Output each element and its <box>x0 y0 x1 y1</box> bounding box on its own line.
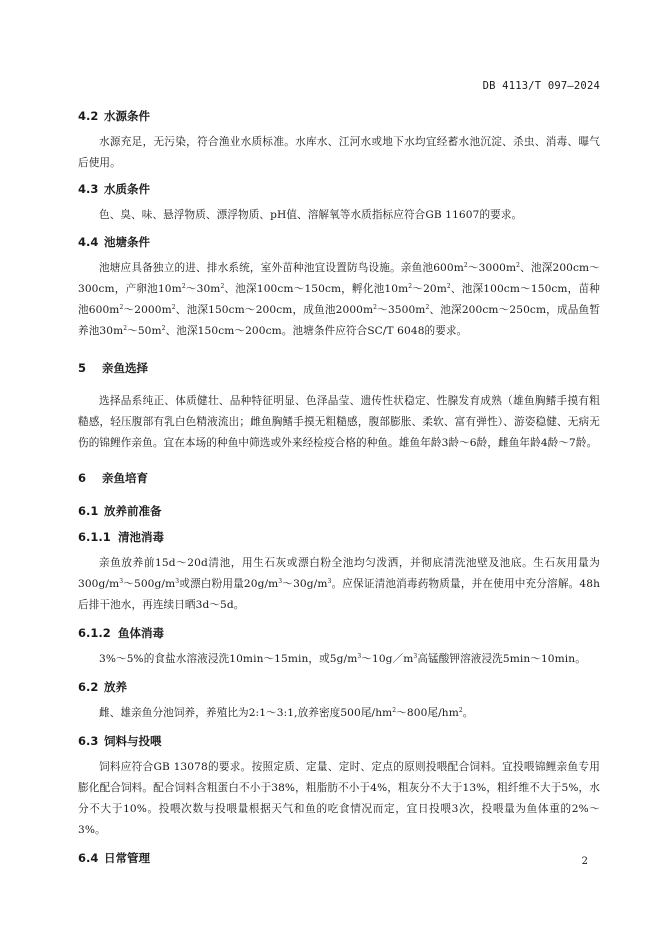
section-title: 鱼体消毒 <box>118 626 164 640</box>
section-heading-6-1 <box>78 503 600 519</box>
section-number: 6.1 <box>78 504 99 518</box>
section-heading-6-4 <box>78 850 600 866</box>
section-heading-6-2 <box>78 679 600 695</box>
section-number: 6.4 <box>78 851 99 865</box>
section-heading-4-3 <box>78 181 600 197</box>
section-number: 4.2 <box>78 109 99 123</box>
section-title: 清池消毒 <box>118 530 164 544</box>
page-content <box>78 108 600 866</box>
section-title: 饲料与投喂 <box>104 734 162 748</box>
section-title: 水源条件 <box>104 109 150 123</box>
section-body-4-3: 色、臭、味、悬浮物质、漂浮物质、pH值、溶解氧等水质指标应符合GB 11607的要求。 <box>99 209 523 221</box>
section-body-5: 选择品系纯正、体质健壮、品种特征明显、色泽晶莹、遗传性状稳定、性腺发育成熟（雄鱼胸鳍手摸有粗糙感，轻压腹部有乳白色精液流出；雌鱼胸鳍手摸无粗糙感，腹部膨胀、柔软、富有弹性）、游姿稳健、无病无伤的锦鲤作亲鱼。宜在本场的种鱼中筛选或外来经检疫合格的种鱼。雄鱼年龄3龄～6龄，雌鱼年龄4龄～7龄。 <box>78 395 600 449</box>
document-id: DB 4113/T 097—2024 <box>482 80 600 92</box>
section-body-6-2: 雌、雄亲鱼分池饲养，养殖比为2:1～3:1,放养密度500尾$/hm^2\sim 800$尾$/hm^2$。 <box>99 707 474 719</box>
page-number: 2 <box>581 856 588 867</box>
section-heading-4-4 <box>78 234 600 250</box>
section-title: 日常管理 <box>104 851 150 865</box>
section-title: 水质条件 <box>104 182 150 196</box>
section-title: 亲鱼选择 <box>102 361 148 375</box>
section-body-6-3: 饲料应符合GB 13078的要求。按照定质、定量、定时、定点的原则投喂配合饲料。宜投喂锦鲤亲鱼专用膨化配合饲料。配合饲料含粗蛋白不小于38%，粗脂肪不小于4%，粗灰分不大于13%，粗纤维不大于5%，水分不大于10%。投喂次数与投喂量根据天气和鱼的吃食情况而定，宜日投喂3次，投喂量为鱼体重的2%～3%。 <box>78 761 600 836</box>
section-heading-6-3 <box>78 733 600 749</box>
section-number: 4.4 <box>78 235 99 249</box>
section-number: 6 <box>78 471 87 485</box>
section-number: 6.1.1 <box>78 530 111 544</box>
section-number: 4.3 <box>78 182 99 196</box>
section-body-4-2: 水源充足，无污染，符合渔业水质标准。水库水、江河水或地下水均宜经蓄水池沉淀、杀虫、消毒、曝气后使用。 <box>78 136 600 169</box>
section-title: 池塘条件 <box>104 235 150 249</box>
section-number: 6.3 <box>78 734 99 748</box>
section-body-6-1-2: 3%～5%的食盐水溶液浸洗10min～15min，或$5g/m^3\sim 10g/m^3$高锰酸钾溶液浸洗5min～10min。 <box>99 653 586 665</box>
section-heading-6 <box>78 470 600 486</box>
section-number: 6.1.2 <box>78 626 111 640</box>
section-number: 6.2 <box>78 680 99 694</box>
section-title: 放养 <box>104 680 127 694</box>
section-body-4-4: 池塘应具备独立的进、排水系统，室外苗种池宜设置防鸟设施。亲鱼池$600m^2\sim 3000m^2$、池深200cm～300cm，产卵池$10m^2\sim 30m^2$、池深100cm～150cm，孵化池$10m^2\sim 20m^2$、池深100cm～150cm，苗种池$600m^2\sim 2000m^2$、池深150cm～200cm，成鱼池$2000m^2\sim 3500m^2$、池深200cm～250cm，成品鱼暂养池$30m^2\sim 50m^2$、池深150cm～200cm。池塘条件应符合SC/T 6048的要求。 <box>78 262 601 337</box>
section-title: 亲鱼培育 <box>102 471 148 485</box>
section-body-6-1-1: 亲鱼放养前15d～20d清池，用生石灰或漂白粉全池均匀泼洒，并彻底清洗池壁及池底。生石灰用量为$300g/m^3\sim 500g/m^3$或漂白粉用量$20g/m^3\sim 30g/m^3$。应保证清池消毒药物质量，并在使用中充分溶解。48h后排干池水，再连续日晒3d～5d。 <box>78 557 600 611</box>
section-heading-6-1-1 <box>78 529 600 545</box>
section-heading-5 <box>78 360 600 376</box>
section-heading-6-1-2 <box>78 625 600 641</box>
section-number: 5 <box>78 361 87 375</box>
section-heading-4-2 <box>78 108 600 124</box>
section-title: 放养前准备 <box>104 504 162 518</box>
